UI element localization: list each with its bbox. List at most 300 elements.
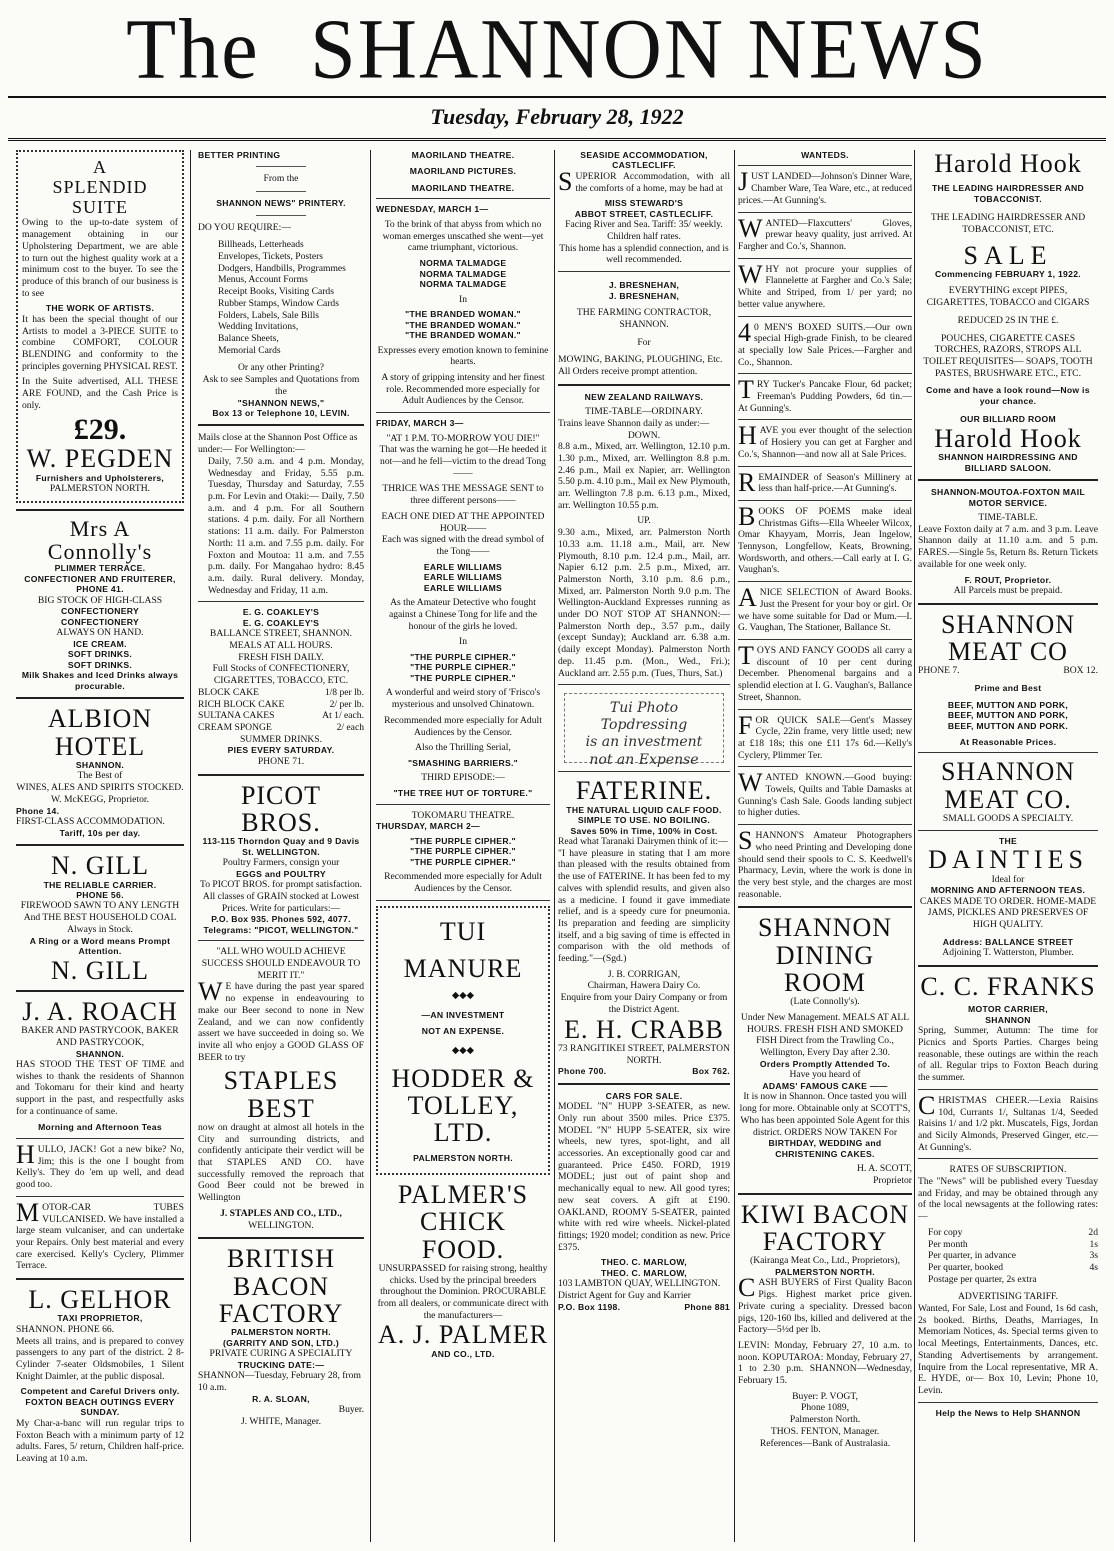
hook-sub: THE LEADING HAIRDRESSER AND TOBACCONIST. [932,183,1084,204]
film-title: "THE BRANDED WOMAN." [405,330,521,341]
meat-title-2: SHANNON MEAT CO. [940,757,1076,814]
divider [918,830,1098,831]
gill-phone: PHONE 56. [76,889,124,900]
in: In [459,636,467,648]
price-row [198,687,364,699]
rate-row [918,1227,1098,1239]
suite-ad-title: SPLENDID SUITE [52,176,148,217]
adams-cake: ADAMS' FAMOUS CAKE —— [762,1080,888,1091]
kiwi-town: PALMERSTON NORTH. [775,1266,875,1277]
connolly-item: SOFT DRINKS. [67,659,133,670]
sale-come: Come and have a look round—Now is your chance. [926,385,1090,406]
divider [918,752,1098,753]
vogt-town: Palmerston North. [789,1414,861,1426]
divider [738,824,912,825]
mowing: MOWING, BAKING, PLOUGHING, Etc. All Orders receive prompt attention. [558,354,723,377]
theatre-pictures: MAORILAND PICTURES. [409,166,517,177]
dainties-adjoining: Adjoining T. Watterston, Plumber. [942,947,1074,959]
divider [738,258,912,259]
recommended: Recommended more especially for Adult Audiences by the Censor. [384,871,542,894]
meat-title: SHANNON MEAT CO [940,609,1076,667]
connolly-trade: CONFECTIONER AND FRUITERER, [24,573,176,584]
tui-investment: —AN INVESTMENT [421,1009,505,1020]
classified-ad: JUST LANDED—Johnson's Dinner Ware, Chamber Ware, Tea Ware, etc., at reduced prices.—At Gunning's. [738,167,912,206]
price-row [198,699,364,711]
column-rule [734,150,735,1542]
connolly-title: Mrs A Connolly's [47,515,153,564]
divider [918,1089,1098,1090]
nzr-trains: Trains leave Shannon daily as under:— [558,417,710,429]
tui-title: TUI [439,916,487,946]
bresnehan: J. BRESNEHAN, [608,290,680,301]
adv-heading: ADVERTISING TARIFF. [957,1291,1059,1303]
franks-trade: MOTOR CARRIER, [968,1004,1048,1015]
picot-po: P.O. Box 935. Phones 592, 4077. [211,914,351,925]
star-name: NORMA TALMADGE [419,268,507,279]
classified-ad: WHY not procure your supplies of Flannelette at Fargher and Co.'s Sale; White and Striped, from 1/ per yard; no better value anywhere. [738,259,912,310]
price-row [198,710,364,722]
price-value: At 1/ each. [322,710,364,722]
column-rule [370,150,371,1542]
printing-heading: BETTER PRINTING [198,150,281,160]
in: In [459,293,467,305]
albion-accom: FIRST-CLASS ACCOMMODATION. [16,816,165,828]
pegden-sub: Furnishers and Upholsterers, [35,472,165,483]
refs: References—Bank of Australasia. [759,1437,891,1449]
divider [738,500,912,501]
bresnehan: J. BRESNEHAN, [608,280,680,291]
divider [256,191,306,192]
farming: THE FARMING CONTRACTOR, SHANNON. [576,307,712,330]
gelhor-char: My Char-a-banc will run regular trips to Foxton Beach with a minimum party of 12 adults. Fares, 5/ return, Children half-price. Leaving at 10 a.m. [16,1417,184,1464]
dining-late: (Late Connolly's). [790,996,860,1008]
albion-town: SHANNON. [75,759,125,770]
star-name: NORMA TALMADGE [419,258,507,269]
divider [198,774,364,776]
divider [558,684,730,685]
third: THIRD EPISODE:— [421,772,505,784]
classified-ad: BOOKS OF POEMS make ideal Christmas Gifts—Ella Wheeler Wilcox, Omar Khayyam, Morris, Jean Ingelow, Tennyson, Longfellow, Keats, Browning, Wordsworth, and others.—Call early at I. G. Vaughan's. [738,501,912,576]
nzr-up-body: 9.30 a.m., Mixed, arr. Palmerston North 10.33 a.m. 11.18 a.m., Mail, arr. New Plymouth, 8.10 p.m. 12.4 p.m., Mail, arr. Napier 6.12 p.m. 2.5 p.m., Mixed, arr. Palmerston North, 3.10 p.m. 8.6 p.m., Mixed, arr. Palmerston North 9.0 p.m. The Wellington-Auckland Expresses running as under DO NOT STOP AT SHANNON:— Palmerston North dep., 3.57 p.m., daily (except Sunday); Auckland arr. 6.38 a.m. (daily except Monday). Palmerston North dep. 11.45 p.m. (Mon., Wed., Fri.); Auckland arr. 2.55 p.m. (Tues, Thurs, Sat.) [558,527,730,679]
connolly-item: CONFECTIONERY [60,616,140,627]
sale-date: Commencing FEBRUARY 1, 1922. [935,268,1081,279]
hullo-ad: HULLO, JACK! Got a new bike? No, Jim; this is the one I bought from Kelly's. They do 'em up well, and dead good too. [16,1140,184,1191]
marlow-contact [558,1302,730,1312]
faterine-simple: SIMPLE TO USE. NO BOILING. [577,815,711,826]
trucking-heading: TRUCKING DATE:— [237,1359,325,1370]
roach-ad [16,998,184,1132]
faterine-title: FATERINE. [575,776,713,806]
story: A story of gripping intensity and her finest role. Recommended more especially for Adult Audiences by the Censor. [381,372,545,407]
nzr-up: UP. [637,515,651,527]
printing-box: Box 13 or Telephone 10, LEVIN. [212,408,350,418]
film-title: "THE BRANDED WOMAN." [405,309,521,320]
film-title: "THE BRANDED WOMAN." [405,319,521,330]
masthead [0,0,1114,100]
divider [738,212,912,213]
rate-row [918,1262,1098,1274]
coakley-title-2: E. G. COAKLEY'S [242,617,320,628]
printing-from: From the [263,173,299,185]
classified-ad: TOYS AND FANCY GOODS all carry a discount of 10 per cent during December. Phenomenal bargains and a splendid election at I. G. Vaughan's, Ballance Street, Shannon. [738,640,912,703]
help-slogan: Help the News to Help SHANNON [935,1407,1081,1418]
faterine-quote: "I have pleasure in stating that I am more than pleased with the results obtained from the use of FATERINE. It has been fed to my calves with splendid results, and given also as a medicine. I found it gave immediate relief, and is a speedy cure for pneumonia. Its preparation and feeding are simplicity itself, and a big saving of time is effected in comparison with the old methods of feeding."—(Sgd.) [558,847,730,965]
scott-prop: Proprietor [873,1174,912,1186]
manure-title: MANURE [403,953,523,983]
hodder-town: PALMERSTON NORTH. [413,1152,513,1163]
picot-body2: To PICOT BROS. for prompt satisfaction. All classes of GRAIN stocked at Lowest Prices. Write for particulars:— [200,879,362,914]
meat-box: BOX 12. [1063,665,1098,677]
coakley-fish: FRESH FISH DAILY. [238,651,324,663]
fri-heading: FRIDAY, MARCH 3— [376,418,464,429]
buyer: Buyer. [338,1404,364,1416]
pies: PIES EVERY SATURDAY. [227,745,335,756]
divider [738,419,912,420]
divider [738,639,912,640]
gelhor-ad [16,1286,184,1465]
gelhor-trade: TAXI PROPRIETOR, [57,1313,143,1324]
hook2-sub: SHANNON HAIRDRESSING AND BILLIARD SALOON. [938,452,1078,473]
gill-ad [16,852,184,984]
stamp-line: is an investment [585,734,703,751]
staples-town: WELLINGTON. [248,1219,314,1231]
gelhor-drivers: Competent and Careful Drivers only. FOXTON BEACH OUTINGS EVERY SUNDAY. [20,1386,180,1418]
crabb-title: E. H. CRABB [564,1014,724,1044]
price-item: CREAM SPONGE [198,721,272,733]
franks-body: Spring, Summer, Autumn: The time for Picnics and Sports Parties. Charges being reasonable, these outings are within the reach of all. Regular trips to Foxton Beach during the summer. [918,1025,1098,1084]
rate-row [918,1274,1098,1286]
wed-heading: WEDNESDAY, MARCH 1— [376,204,489,215]
marlow: THEO. C. MARLOW, [601,1257,687,1268]
dainties-cakes: CAKES MADE TO ORDER. HOME-MADE JAMS, PICKLES AND PRESERVES OF HIGH QUALITY. [919,895,1097,931]
billiard: OUR BILLIARD ROOM [960,414,1056,425]
coakley-meals: MEALS AT ALL HOURS. [229,640,333,651]
divider [376,412,550,413]
british-co: (GARRITY AND SON, LTD.) [222,1337,340,1348]
coakley-phone: PHONE 71. [257,755,305,767]
stamp-line: Tui Photo Topdressing [600,700,688,734]
price-row [198,722,364,734]
recommended: Recommended more especially for Adult Audiences by the Censor. [384,714,542,738]
printing-item: Memorial Cards [218,344,281,356]
kiwi-dates: LEVIN: Monday, February 27, 10 a.m. to noon. KOPUTAROA: Monday, February 27, 1 to 2.30 p.m. SHANNON—Wednesday, February 15. [738,1339,912,1387]
suite-ad-artists: THE WORK OF ARTISTS. [45,303,155,314]
kiwi-co: (Kairanga Meat Co., Ltd., Proprietors), [750,1255,900,1267]
hook-sub2: THE LEADING HAIRDRESSER AND TOBACCONIST, ETC. [930,212,1086,235]
suite-ad-body: Owing to the up-to-date system of management obtaining in our Upholstering Department, we are able to turn out the highest quality work at a minimum cost to the buyer. To see the produce of this branch of our business is to see [22,217,178,299]
dining-orders: Orders Promptly Attended To. [759,1058,891,1069]
connolly-shakes: Milk Shakes and Iced Drinks always procurable. [21,670,179,691]
meat-small: SMALL GOODS A SPECIALTY. [942,813,1074,825]
printing-item: Wedding Invitations, [218,321,299,333]
rate-label: Per quarter, booked [928,1261,1004,1273]
roach-title: J. A. ROACH [22,996,178,1026]
mail-motor-heading: SHANNON-MOUTOA-FOXTON MAIL MOTOR SERVICE. [930,487,1086,508]
as-the: As the Amateur Detective who fought against a Chinese Tong for life and the honour of the girls he loved. [388,597,538,632]
picot-addr: 113-115 Thorndon Quay and 9 Davis St. WELLINGTON. [202,836,360,857]
mails-body: Daily, 7.50 a.m. and 4 p.m. Monday, Wednesday and Friday, 5.55 p.m. Tuesday, Thursday and Saturday, 7.55 p.m. For Levin and Otaki:— Daily, 7.50 a.m. and 4 p.m. For all Southern stations. 4 p.m. daily. For all Northern stations: 11 a.m. daily. For Palmerston North: 11 a.m. and 7.55 p.m. daily. For Foxton and Moutoa: 11 a.m. and 7.55 p.m. daily. For Mangahao hydro: 8.45 a.m. daily. Rural delivery. Monday, Wednesday and Friday, 11 a.m. [208,455,364,596]
film-title: "THE PURPLE CIPHER." [410,856,516,867]
divider [16,509,184,511]
divider [376,804,550,805]
price-item: RICH BLOCK CAKE [198,698,285,710]
wed-body: To the brink of that abyss from which no woman emerges unscathed she went—yet came triumphant, victorious. [382,218,544,254]
albion-title: ALBION HOTEL [47,704,153,761]
crabb-phone: Phone 700. [558,1066,607,1077]
staples-body2: now on draught at almost all hotels in the City and surrounding districts, and confidently anticipate their verdict will be that STAPLES AND CO. have successfully removed the reproach that Good Beer could not be brewed in Wellington [198,1121,364,1204]
crabb-contact [558,1066,730,1076]
dining-title: SHANNON DINING ROOM [757,913,893,997]
divider [256,215,306,216]
gelhor-phone: SHANNON. PHONE 66. [16,1323,115,1335]
divider [918,965,1098,967]
express: Expresses every emotion known to feminine hearts. [377,344,549,368]
divider [198,940,364,941]
divider [256,166,306,167]
adams-body: It is now in Shannon. Once tasted you will long for more. Obtainable only at SCOTT'S, Who has been appointed Sole Agent for this district. ORDERS NOW TAKEN For [739,1091,911,1138]
each-body: Each was signed with the dread symbol of the Tong—— [381,534,545,557]
suite-ad-a: A [93,157,107,177]
column-3 [376,150,550,1542]
crabb-box: Box 762. [692,1066,730,1077]
rate-value: 4s [1089,1261,1098,1273]
film-title: "THE PURPLE CIPHER." [410,846,516,857]
star-name: NORMA TALMADGE [419,279,507,290]
seaside-facing2: This home has a splendid connection, and is well recommended. [559,242,729,266]
divider [738,373,912,374]
smashing: "SMASHING BARRIERS." [407,757,519,768]
suite-ad-body2: It has been the special thought of our Artists to model a 3-PIECE SUITE to combine COMFORT, COLOUR BLENDING and conformity to the principles governing PHYSICAL REST. [22,313,178,372]
mail-motor-timetable: TIME-TABLE. [978,512,1038,524]
dainties-the: THE [998,835,1018,846]
palmer-co: A. J. PALMER [378,1320,548,1350]
albion-ad [16,705,184,838]
enquire: Enquire from your Dairy Company or from the District Agent. [560,992,728,1015]
dainties-ideal: Ideal for [991,873,1025,885]
albion-best: The Best of [77,770,123,782]
dateline: Tuesday, February 28, 1922 [430,104,684,129]
divider [738,1193,912,1195]
divider [558,271,730,272]
faterine-read: Read what Taranaki Dairymen think of it:— [558,836,728,848]
summer-drinks: SUMMER DRINKS. [239,733,323,745]
tui-expense: NOT AN EXPENSE. [421,1026,505,1037]
price-item: SULTANA CAKES [198,710,275,722]
divider [918,1402,1098,1403]
meat-beef: BEEF, MUTTON AND PORK, [947,710,1069,721]
connolly-item: SOFT DRINKS. [67,649,133,660]
film-title: "THE PURPLE CIPHER." [410,662,516,673]
divider [16,844,184,846]
hook-title-2: Harold Hook [934,423,1082,453]
ornament: ◆◆◆ [451,1044,475,1056]
classified-ad: ANICE SELECTION of Award Books. Just the Present for your boy or girl. Or we have some suitable for Dad or Mum.—I. G. Vaughan, The Stationer, Ballance St. [738,583,912,634]
rate-label: Per quarter, in advance [928,1250,1017,1262]
dainties-title: DAINTIES [928,845,1088,875]
gill-title-2: N. GILL [51,955,149,985]
rout: F. ROUT, Proprietor. [964,574,1052,585]
tree-hut: "THE TREE HUT OF TORTURE." [393,788,533,799]
roach-town: SHANNON. [75,1048,125,1059]
nzr-down: DOWN. [627,429,661,441]
seaside-steward: MISS STEWARD'S [604,198,684,209]
albion-wines: WINES, ALES AND SPIRITS STOCKED. [16,782,184,794]
divider [16,697,184,699]
fenton: THOS. FENTON, Manager. [770,1425,880,1437]
picot-tel: Telegrams: "PICOT, WELLINGTON." [203,924,359,935]
divider [558,384,730,386]
british-town: PALMERSTON NORTH. [231,1327,331,1338]
printing-printery: SHANNON NEWS" PRINTERY. [216,198,346,209]
staples-quote: "ALL WHO WOULD ACHIEVE SUCCESS SHOULD ENDEAVOUR TO MERIT IT." [201,946,361,981]
printing-item: Balance Sheets, [218,333,279,344]
dining-body: Under New Management. MEALS AT ALL HOURS. FRESH FISH AND SMOKED FISH Direct from the Trawling Co., Wellington, Every Day after 2.30. [740,1011,910,1059]
title-the: The [126,0,260,97]
column-4 [558,150,730,1542]
palmers-title: PALMER'S CHICK FOOD. [397,1179,529,1264]
printing-item: Billheads, Letterheads [218,239,304,251]
rate-label: Per month [928,1238,968,1250]
rates-heading: RATES OF SUBSCRIPTION. [949,1164,1067,1176]
thu-heading: THURSDAY, MARCH 2— [376,821,480,832]
wanteds-heading: WANTEDS. [801,150,849,160]
seaside-abbot: ABBOT STREET, CASTLECLIFF. [574,208,714,219]
price-value: 1/8 per lb. [324,686,364,698]
divider [16,1278,184,1280]
vogt: Buyer: P. VOGT, [792,1390,858,1402]
pegden-town: PALMERSTON NORTH. [49,483,151,495]
kiwi-body: CASH BUYERS of First Quality Bacon Pigs. Highest market price given. Private curing a speciality. Dressed bacon pigs, 120-160 lbs, killed and delivered at the Factory—5½d per lb. [738,1273,912,1336]
rate-value: 3s [1089,1250,1098,1262]
printing-item: Menus, Account Forms [218,274,308,286]
classified-ad: WANTED—Flaxcutters' Gloves, prewar heavy quality, just arrived. At Fargher and Co.'s, Shannon. [738,213,912,252]
rate-label: For copy [928,1226,963,1238]
rate-label: Postage per quarter, 2s extra [928,1273,1037,1285]
thrice: THRICE WAS THE MESSAGE SENT to three different persons—— [382,483,544,507]
sloan: R. A. SLOAN, [252,1393,310,1404]
divider [376,198,550,199]
divider [198,601,364,602]
theatre-heading-2: MAORILAND THEATRE. [411,182,515,193]
franks-title: C. C. FRANKS [920,972,1096,1002]
divider [558,771,730,772]
tui-manure-ad [376,906,550,1175]
classified-ad: FOR QUICK SALE—Gent's Massey Cycle, 22in frame, very little used; new at £18 18s; this one £11 17s 6d.—Kelly's Cyclery, Plimmer Ter. [738,710,912,761]
price-item: BLOCK CAKE [198,686,260,698]
franks-town: SHANNON [985,1014,1031,1025]
gelhor-body: Meets all trains, and is prepared to convey passengers to any part of the district. 2 8-Cylinder 7-seater Oldsmobiles, 1 Silent Knight Daimler, at the public disposal. [16,1335,184,1382]
divider [738,709,912,710]
each: EACH ONE DIED AT THE APPOINTED HOUR—— [381,510,545,534]
mail-motor-body: Leave Foxton daily at 7 a.m. and 3 p.m. Leave Shannon daily at 11.10 a.m. and 5 p.m. FARES.—Single 5s, Return 8s. Return Tickets available for one week only. [918,523,1098,570]
masthead-rule [8,96,1106,98]
film-title: "THE PURPLE CIPHER." [410,835,516,846]
divider [738,165,912,166]
divider [558,1083,730,1085]
picot-title: PICOT BROS. [240,780,322,837]
printing-require: DO YOU REQUIRE:— [198,221,291,233]
suite-ad-price: £29. [73,413,127,447]
gill-title: N. GILL [51,851,149,881]
connolly-addr: PLIMMER TERRACE. [54,563,146,574]
column-1 [16,150,184,1542]
roach-teas: Morning and Afternoon Teas [38,1121,162,1132]
hodder-title: HODDER & TOLLEY, LTD. [391,1063,535,1148]
pegden-name: W. PEGDEN [26,444,174,474]
newspaper-title [0,2,1114,97]
albion-prop: W. McKEGG, Proprietor. [51,793,149,805]
rate-row [918,1239,1098,1251]
faterine-sub: THE NATURAL LIQUID CALF FOOD. [566,804,722,815]
cars-heading: CARS FOR SALE. [605,1090,683,1101]
fri-quote: "AT 1 P.M. TO-MORROW YOU DIE!" [386,432,540,444]
white: J. WHITE, Manager. [240,1415,321,1427]
title-main: SHANNON NEWS [310,0,988,97]
tui-stamp-logo [564,693,724,768]
marlow: THEO. C. MARLOW, [601,1267,687,1278]
printing-list [198,233,364,362]
coakley-title: E. G. COAKLEY'S [242,607,320,618]
classified-ad: SHANNON'S Amateur Photographers who need Printing and Developing done should send their spools to C. S. Keedwell's Pharmacy, Levin, where the work is done in the very best style, and the charges are most reasonable. [738,826,912,900]
meat-beef: BEEF, MUTTON AND PORK, [947,699,1069,710]
staples-body: WE have during the past year spared no expense in endeavouring to make our Beer second to none in New Zealand, and we can now confidently assert we have succeeded in doing so. We invite all who enjoy a GOOD GLASS OF BEER to try [198,977,364,1063]
albion-phone: Phone 14. [16,805,60,816]
price-value: 2/ each [336,721,364,733]
printing-news: "SHANNON NEWS," [237,397,325,408]
divider [738,766,912,767]
classified-ad: HAVE you ever thought of the selection of Hosiery you can get at Fargher and Co.'s, Shannon—and now all at Sale Prices. [738,421,912,460]
picot-eggs: EGGS and POULTRY [236,868,326,879]
column-rule [190,150,191,1542]
corrigan: J. B. CORRIGAN, [607,968,681,980]
marlow-phone: Phone 881 [684,1301,730,1312]
connolly-phone: PHONE 41. [76,584,124,595]
also: Also the Thrilling Serial, [415,742,511,754]
theatre-heading: MAORILAND THEATRE. [411,150,515,160]
rates-body: The "News" will be published every Tuesday and Friday, and may be obtained through any of the local newsagents at the following rates:— [918,1176,1098,1223]
connolly-item: CONFECTIONERY [60,606,140,617]
nzr-timetable: TIME-TABLE—ORDINARY. [585,406,703,418]
film-title: "THE PURPLE CIPHER." [410,651,516,662]
mails-heading: Mails close at the Shannon Post Office as under:— For Wellington:— [198,432,358,456]
divider [918,603,1098,605]
parcels: All Parcels must be prepaid. [953,585,1063,597]
staples-title: STAPLES BEST [223,1066,339,1123]
british-private: PRIVATE CURING A SPECIALITY [209,1348,353,1360]
dateline-rule [8,138,1106,141]
classified-ad: TRY Tucker's Pancake Flour, 6d packet; Freeman's Pudding Powders, 6d tin.—At Gunning's. [738,375,912,414]
gill-carrier: THE RELIABLE CARRIER. [43,879,157,890]
dining-heard: Have you heard of [789,1069,861,1081]
column-rule [554,150,555,1542]
column-2 [198,150,364,1542]
meat-reasonable: At Reasonable Prices. [959,737,1057,747]
sale-reduced: REDUCED 2S IN THE £. [957,314,1059,326]
tokomaru-heading: TOKOMARU THEATRE. [411,809,515,821]
printing-item: Receipt Books, Visiting Cards [218,286,334,298]
sale-title: SALE [963,240,1053,270]
rate-row [918,1250,1098,1262]
price-value: 2/ per lb. [329,698,364,710]
kiwi-title: KIWI BACON FACTORY [740,1199,910,1256]
divider [16,1196,184,1197]
meat-contact [918,665,1098,677]
divider [16,990,184,992]
suite-ad-body3: In the Suite advertised, ALL THESE ARE FOUND, and the Cash Price is only. [22,376,178,411]
seaside-facing: Facing River and Sea. Tariff: 35/ weekly. Children half rates. [565,219,723,243]
connolly-big: BIG STOCK OF HIGH-CLASS [37,594,163,606]
dainties-morning: MORNING AND AFTERNOON TEAS. [930,885,1086,896]
